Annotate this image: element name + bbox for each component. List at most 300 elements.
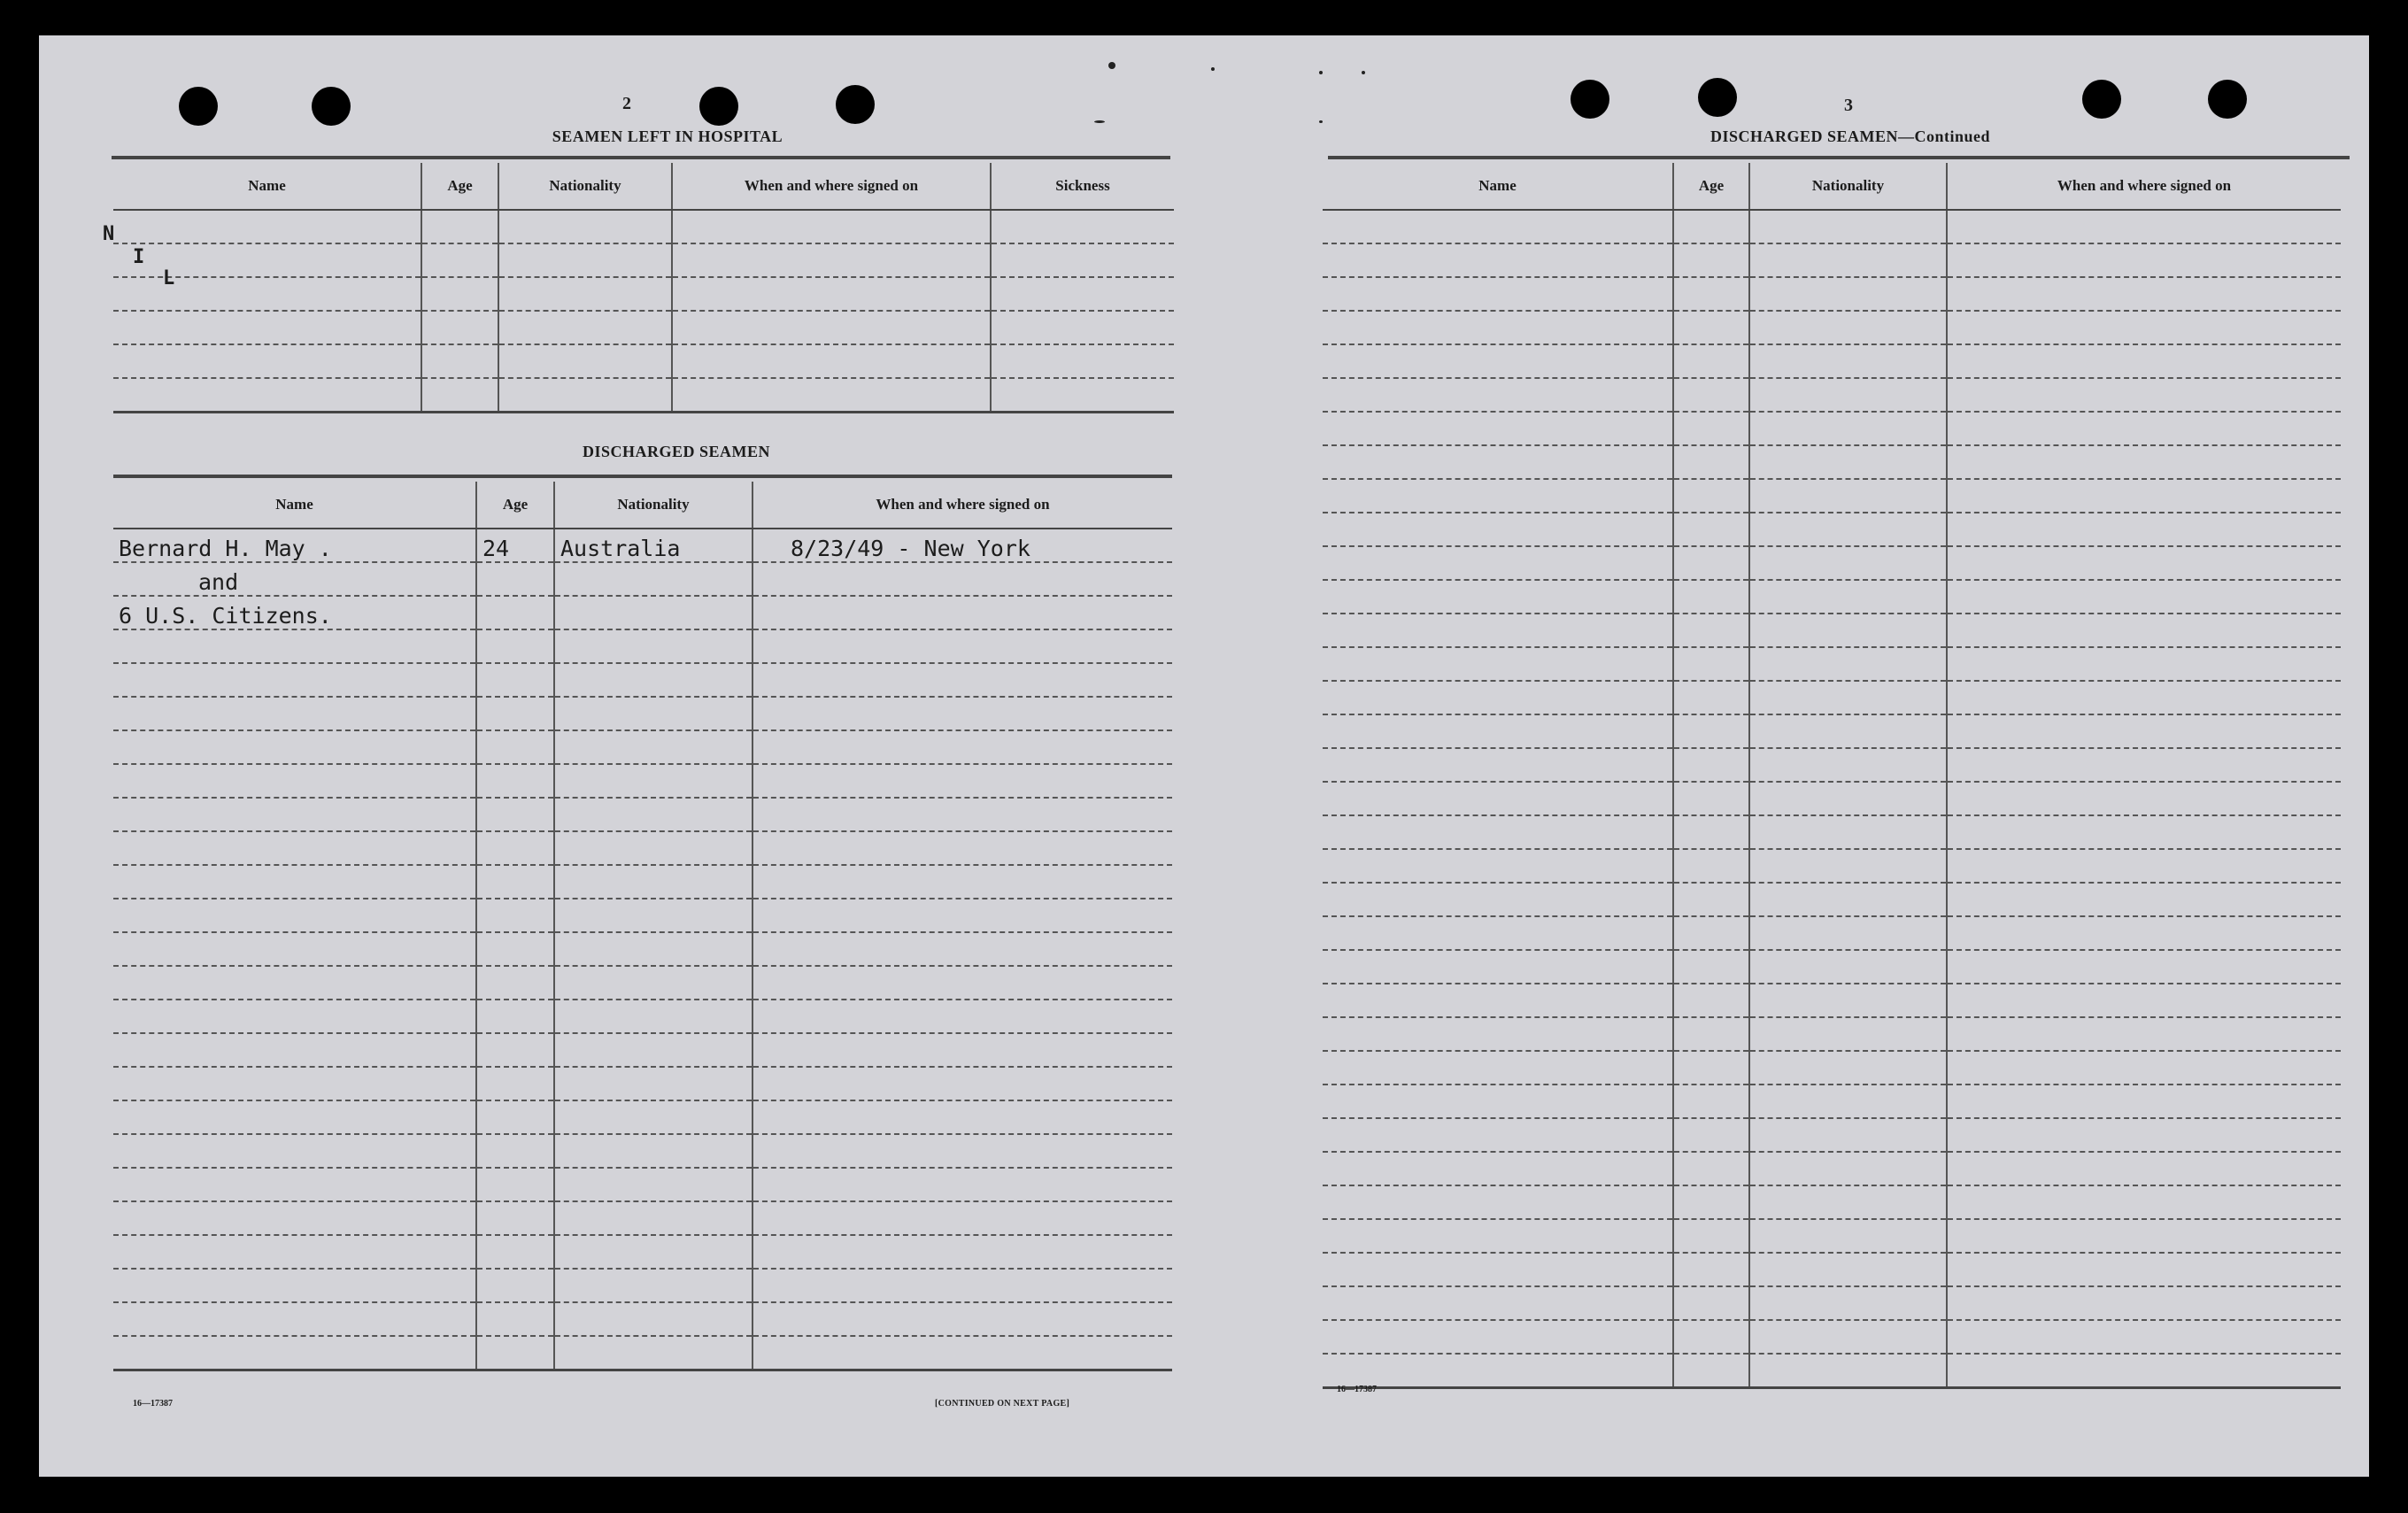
empty-cell bbox=[1947, 1152, 2341, 1185]
empty-cell bbox=[1673, 984, 1749, 1017]
empty-cell bbox=[554, 966, 752, 1000]
empty-cell bbox=[476, 798, 554, 831]
title-suffix: —Continued bbox=[1898, 127, 1991, 145]
empty-cell bbox=[554, 1100, 752, 1134]
empty-cell bbox=[554, 865, 752, 899]
empty-cell bbox=[1947, 1219, 2341, 1253]
empty-cell bbox=[1749, 277, 1947, 311]
empty-cell bbox=[1749, 815, 1947, 849]
empty-cell bbox=[1673, 782, 1749, 815]
empty-cell bbox=[1323, 748, 1673, 782]
empty-cell bbox=[1947, 580, 2341, 614]
empty-cell bbox=[113, 966, 476, 1000]
empty-cell bbox=[1673, 412, 1749, 445]
empty-cell bbox=[476, 1168, 554, 1201]
table-row bbox=[1323, 445, 2341, 479]
punch-hole bbox=[1571, 80, 1609, 119]
empty-cell bbox=[752, 697, 1172, 730]
table-row bbox=[113, 1100, 1172, 1134]
empty-cell bbox=[1749, 1219, 1947, 1253]
column-header-name: Name bbox=[1323, 163, 1673, 210]
empty-cell bbox=[476, 764, 554, 798]
table-row bbox=[113, 932, 1172, 966]
empty-cell bbox=[1323, 513, 1673, 546]
discharged-continued-table bbox=[1323, 163, 2341, 1389]
empty-cell bbox=[1749, 378, 1947, 412]
hospital-section-title: SEAMEN LEFT IN HOSPITAL bbox=[552, 127, 783, 145]
empty-cell bbox=[476, 697, 554, 730]
continued-note: [CONTINUED ON NEXT PAGE] bbox=[935, 1399, 1070, 1409]
table-row bbox=[113, 966, 1172, 1000]
empty-cell bbox=[113, 1134, 476, 1168]
punch-hole bbox=[2208, 80, 2247, 119]
empty-cell bbox=[1947, 344, 2341, 378]
empty-cell bbox=[1947, 378, 2341, 412]
cell-age bbox=[476, 596, 554, 629]
empty-cell bbox=[752, 865, 1172, 899]
empty-cell bbox=[752, 663, 1172, 697]
empty-cell bbox=[1323, 1354, 1673, 1388]
empty-cell bbox=[1323, 1253, 1673, 1286]
empty-cell bbox=[1673, 1219, 1749, 1253]
empty-cell bbox=[1947, 950, 2341, 984]
empty-cell bbox=[1323, 311, 1673, 344]
column-header-age: Age bbox=[1673, 163, 1749, 210]
empty-cell bbox=[113, 1201, 476, 1235]
empty-cell bbox=[752, 831, 1172, 865]
form-code: 16—17387 bbox=[133, 1399, 173, 1409]
table-row bbox=[113, 663, 1172, 697]
speck bbox=[1108, 62, 1115, 69]
empty-cell bbox=[752, 966, 1172, 1000]
rule bbox=[112, 156, 1170, 159]
empty-cell bbox=[1947, 311, 2341, 344]
punch-hole bbox=[836, 85, 875, 124]
table-row bbox=[1323, 984, 2341, 1017]
empty-cell bbox=[476, 1033, 554, 1067]
column-header-signed-on: When and where signed on bbox=[752, 482, 1172, 529]
empty-cell bbox=[1947, 647, 2341, 681]
empty-cell bbox=[1673, 580, 1749, 614]
empty-cell bbox=[476, 1336, 554, 1370]
table-row bbox=[1323, 1152, 2341, 1185]
empty-cell bbox=[554, 1000, 752, 1033]
empty-cell bbox=[1673, 344, 1749, 378]
table-row bbox=[113, 1067, 1172, 1100]
cell-name: and bbox=[113, 562, 476, 596]
cell-signed-on bbox=[752, 562, 1172, 596]
empty-cell bbox=[1673, 714, 1749, 748]
empty-cell bbox=[1947, 1051, 2341, 1085]
empty-cell bbox=[1323, 714, 1673, 748]
empty-cell bbox=[1323, 412, 1673, 445]
empty-cell bbox=[113, 730, 476, 764]
empty-cell bbox=[1947, 614, 2341, 647]
nil-letter-l: L bbox=[163, 267, 175, 289]
column-header-sickness: Sickness bbox=[991, 163, 1174, 210]
empty-cell bbox=[476, 1100, 554, 1134]
empty-cell bbox=[752, 629, 1172, 663]
empty-cell bbox=[1749, 1253, 1947, 1286]
table-row bbox=[113, 697, 1172, 730]
empty-cell bbox=[1323, 614, 1673, 647]
empty-cell bbox=[1323, 1017, 1673, 1051]
table-row bbox=[1323, 1051, 2341, 1085]
empty-cell bbox=[1673, 883, 1749, 916]
empty-cell bbox=[1323, 445, 1673, 479]
empty-cell bbox=[752, 1033, 1172, 1067]
empty-cell bbox=[1749, 412, 1947, 445]
empty-cell bbox=[752, 899, 1172, 932]
empty-cell bbox=[752, 1201, 1172, 1235]
discharged-table bbox=[113, 482, 1172, 1371]
punch-hole bbox=[179, 87, 218, 126]
empty-cell bbox=[1947, 546, 2341, 580]
empty-cell bbox=[752, 798, 1172, 831]
table-row bbox=[113, 1336, 1172, 1370]
empty-cell bbox=[1749, 445, 1947, 479]
speck bbox=[1319, 120, 1323, 123]
table-row bbox=[1323, 344, 2341, 378]
table-row bbox=[1323, 1185, 2341, 1219]
table-row bbox=[1323, 815, 2341, 849]
table-row bbox=[1323, 1320, 2341, 1354]
column-header-nationality: Nationality bbox=[554, 482, 752, 529]
empty-cell bbox=[1749, 243, 1947, 277]
empty-cell bbox=[554, 831, 752, 865]
empty-cell bbox=[1749, 1118, 1947, 1152]
empty-cell bbox=[1947, 210, 2341, 243]
empty-cell bbox=[554, 1168, 752, 1201]
empty-cell bbox=[113, 1100, 476, 1134]
empty-cell bbox=[1673, 614, 1749, 647]
empty-cell bbox=[113, 663, 476, 697]
empty-cell bbox=[1749, 1354, 1947, 1388]
empty-cell bbox=[554, 730, 752, 764]
cell-nationality: Australia bbox=[554, 529, 752, 562]
empty-cell bbox=[1947, 1017, 2341, 1051]
title-main: DISCHARGED SEAMEN bbox=[1710, 127, 1898, 145]
empty-cell bbox=[1323, 849, 1673, 883]
empty-cell bbox=[476, 1235, 554, 1269]
table-row bbox=[113, 311, 1174, 344]
cell-age bbox=[476, 562, 554, 596]
empty-cell bbox=[1323, 344, 1673, 378]
column-header-nationality: Nationality bbox=[1749, 163, 1947, 210]
empty-cell bbox=[113, 1067, 476, 1100]
right-page bbox=[1204, 35, 2369, 1477]
empty-cell bbox=[476, 730, 554, 764]
empty-cell bbox=[1749, 1051, 1947, 1085]
empty-cell bbox=[1323, 1320, 1673, 1354]
empty-cell bbox=[554, 899, 752, 932]
empty-cell bbox=[752, 730, 1172, 764]
table-row bbox=[1323, 243, 2341, 277]
empty-cell bbox=[1749, 1286, 1947, 1320]
table-row bbox=[1323, 883, 2341, 916]
empty-cell bbox=[554, 764, 752, 798]
empty-cell bbox=[1947, 243, 2341, 277]
cell-nationality bbox=[554, 562, 752, 596]
cell-name: Bernard H. May . bbox=[113, 529, 476, 562]
discharged-section-title: DISCHARGED SEAMEN bbox=[582, 443, 771, 460]
empty-cell bbox=[1323, 243, 1673, 277]
empty-cell bbox=[1749, 1017, 1947, 1051]
table-row bbox=[1323, 614, 2341, 647]
empty-cell bbox=[1673, 849, 1749, 883]
empty-cell bbox=[1673, 445, 1749, 479]
table-row bbox=[1323, 311, 2341, 344]
empty-cell bbox=[554, 1235, 752, 1269]
empty-cell bbox=[113, 865, 476, 899]
table-row bbox=[1323, 782, 2341, 815]
table-row bbox=[113, 344, 1174, 378]
empty-cell bbox=[1323, 916, 1673, 950]
table-row bbox=[1323, 1118, 2341, 1152]
empty-cell bbox=[476, 1201, 554, 1235]
empty-cell bbox=[1947, 1118, 2341, 1152]
empty-cell bbox=[554, 798, 752, 831]
table-row bbox=[1323, 513, 2341, 546]
table-row bbox=[113, 243, 1174, 277]
empty-cell bbox=[476, 663, 554, 697]
table-row bbox=[113, 831, 1172, 865]
empty-cell bbox=[1323, 1118, 1673, 1152]
empty-cell bbox=[1749, 849, 1947, 883]
empty-cell bbox=[476, 1134, 554, 1168]
empty-cell bbox=[1323, 479, 1673, 513]
empty-cell bbox=[752, 764, 1172, 798]
table-row bbox=[113, 1269, 1172, 1302]
speck bbox=[1319, 71, 1323, 74]
table-row bbox=[1323, 210, 2341, 243]
empty-cell bbox=[752, 1067, 1172, 1100]
empty-cell bbox=[1947, 782, 2341, 815]
table-header-row bbox=[113, 482, 1172, 529]
table-row bbox=[1323, 580, 2341, 614]
empty-cell bbox=[1673, 378, 1749, 412]
empty-cell bbox=[476, 831, 554, 865]
nil-letter-n: N bbox=[103, 223, 115, 245]
empty-cell bbox=[1947, 748, 2341, 782]
cell-signed-on: 8/23/49 - New York bbox=[752, 529, 1172, 562]
table-row bbox=[113, 1235, 1172, 1269]
empty-cell bbox=[1673, 1354, 1749, 1388]
table-row bbox=[113, 1000, 1172, 1033]
table-row bbox=[113, 899, 1172, 932]
table-row bbox=[1323, 748, 2341, 782]
empty-cell bbox=[113, 1336, 476, 1370]
table-row bbox=[1323, 1253, 2341, 1286]
empty-cell bbox=[1749, 311, 1947, 344]
table-row bbox=[113, 378, 1174, 413]
nil-letter-i: I bbox=[133, 246, 145, 268]
table-row bbox=[113, 1302, 1172, 1336]
empty-cell bbox=[476, 932, 554, 966]
empty-cell bbox=[1323, 580, 1673, 614]
table-row bbox=[113, 1134, 1172, 1168]
empty-cell bbox=[1947, 1253, 2341, 1286]
empty-cell bbox=[1673, 681, 1749, 714]
empty-cell bbox=[1323, 378, 1673, 412]
empty-cell bbox=[113, 1033, 476, 1067]
empty-cell bbox=[1673, 1286, 1749, 1320]
rule bbox=[1328, 156, 2350, 159]
form-code: 16—17387 bbox=[1337, 1385, 1377, 1394]
empty-cell bbox=[554, 1067, 752, 1100]
empty-cell bbox=[113, 899, 476, 932]
empty-cell bbox=[1673, 1051, 1749, 1085]
empty-cell bbox=[1947, 815, 2341, 849]
empty-cell bbox=[1323, 210, 1673, 243]
table-row bbox=[113, 629, 1172, 663]
empty-cell bbox=[1673, 815, 1749, 849]
empty-cell bbox=[1947, 1185, 2341, 1219]
rule bbox=[113, 475, 1172, 478]
table-row bbox=[1323, 916, 2341, 950]
empty-cell bbox=[1673, 513, 1749, 546]
punch-hole bbox=[1698, 78, 1737, 117]
empty-cell bbox=[113, 932, 476, 966]
empty-cell bbox=[113, 1000, 476, 1033]
empty-cell bbox=[752, 932, 1172, 966]
empty-cell bbox=[554, 1336, 752, 1370]
empty-cell bbox=[113, 798, 476, 831]
empty-cell bbox=[476, 899, 554, 932]
discharged-continued-title bbox=[1602, 127, 2098, 146]
empty-cell bbox=[1749, 1185, 1947, 1219]
empty-cell bbox=[113, 697, 476, 730]
empty-cell bbox=[1673, 243, 1749, 277]
table-row bbox=[1323, 479, 2341, 513]
table-row bbox=[113, 1033, 1172, 1067]
empty-cell bbox=[1749, 748, 1947, 782]
empty-cell bbox=[113, 1235, 476, 1269]
table-row bbox=[1323, 849, 2341, 883]
empty-cell bbox=[1947, 714, 2341, 748]
empty-cell bbox=[476, 1269, 554, 1302]
empty-cell bbox=[1673, 950, 1749, 984]
empty-cell bbox=[1323, 984, 1673, 1017]
empty-cell bbox=[1749, 1320, 1947, 1354]
empty-cell bbox=[554, 697, 752, 730]
empty-cell bbox=[113, 764, 476, 798]
empty-cell bbox=[476, 1302, 554, 1336]
empty-cell bbox=[1947, 513, 2341, 546]
empty-cell bbox=[1749, 513, 1947, 546]
table-row bbox=[113, 730, 1172, 764]
left-page bbox=[39, 35, 1204, 1477]
empty-cell bbox=[1323, 1051, 1673, 1085]
empty-cell bbox=[554, 932, 752, 966]
column-header-age: Age bbox=[421, 163, 498, 210]
column-header-signed-on: When and where signed on bbox=[672, 163, 991, 210]
speck bbox=[1362, 71, 1365, 74]
empty-cell bbox=[554, 1033, 752, 1067]
empty-cell bbox=[1947, 916, 2341, 950]
empty-cell bbox=[554, 663, 752, 697]
empty-cell bbox=[113, 1302, 476, 1336]
punch-hole bbox=[312, 87, 351, 126]
empty-cell bbox=[1673, 1185, 1749, 1219]
empty-cell bbox=[1323, 546, 1673, 580]
empty-cell bbox=[1323, 1219, 1673, 1253]
empty-cell bbox=[1673, 1152, 1749, 1185]
table-row bbox=[1323, 1286, 2341, 1320]
empty-cell bbox=[1947, 849, 2341, 883]
table-header-row bbox=[1323, 163, 2341, 210]
empty-cell bbox=[476, 966, 554, 1000]
empty-cell bbox=[1749, 916, 1947, 950]
punch-hole bbox=[699, 87, 738, 126]
table-row bbox=[113, 1168, 1172, 1201]
empty-cell bbox=[1673, 479, 1749, 513]
empty-cell bbox=[476, 629, 554, 663]
empty-cell bbox=[1673, 916, 1749, 950]
empty-cell bbox=[1749, 782, 1947, 815]
cell-name: 6 U.S. Citizens. bbox=[113, 596, 476, 629]
empty-cell bbox=[554, 1269, 752, 1302]
empty-cell bbox=[1323, 1152, 1673, 1185]
empty-cell bbox=[1749, 714, 1947, 748]
empty-cell bbox=[1323, 1286, 1673, 1320]
table-row bbox=[1323, 277, 2341, 311]
table-row bbox=[1323, 1017, 2341, 1051]
empty-cell bbox=[1749, 614, 1947, 647]
empty-cell bbox=[113, 629, 476, 663]
empty-cell bbox=[752, 1134, 1172, 1168]
empty-cell bbox=[1323, 1185, 1673, 1219]
table-row bbox=[1323, 1085, 2341, 1118]
empty-cell bbox=[1749, 479, 1947, 513]
empty-cell bbox=[1749, 210, 1947, 243]
document-sheet bbox=[39, 35, 2369, 1477]
empty-cell bbox=[1749, 681, 1947, 714]
page-number: 3 bbox=[1844, 96, 1853, 115]
empty-cell bbox=[1749, 344, 1947, 378]
empty-cell bbox=[1673, 546, 1749, 580]
table-row bbox=[113, 596, 1172, 629]
empty-cell bbox=[1673, 1085, 1749, 1118]
empty-cell bbox=[1749, 950, 1947, 984]
empty-cell bbox=[1323, 782, 1673, 815]
table-row bbox=[113, 798, 1172, 831]
empty-cell bbox=[1323, 950, 1673, 984]
empty-cell bbox=[1749, 546, 1947, 580]
empty-cell bbox=[1947, 1286, 2341, 1320]
table-row bbox=[1323, 412, 2341, 445]
empty-cell bbox=[1749, 984, 1947, 1017]
speck bbox=[1094, 120, 1105, 123]
empty-cell bbox=[1947, 412, 2341, 445]
speck bbox=[1211, 67, 1215, 71]
page-number: 2 bbox=[622, 94, 631, 113]
cell-signed-on bbox=[752, 596, 1172, 629]
empty-cell bbox=[113, 831, 476, 865]
column-header-name: Name bbox=[113, 482, 476, 529]
empty-cell bbox=[752, 1168, 1172, 1201]
empty-cell bbox=[1947, 1354, 2341, 1388]
table-row bbox=[1323, 714, 2341, 748]
table-row bbox=[1323, 1219, 2341, 1253]
empty-cell bbox=[1749, 1085, 1947, 1118]
empty-cell bbox=[1947, 445, 2341, 479]
column-header-signed-on: When and where signed on bbox=[1947, 163, 2341, 210]
empty-cell bbox=[752, 1302, 1172, 1336]
empty-cell bbox=[1323, 815, 1673, 849]
empty-cell bbox=[1673, 1253, 1749, 1286]
empty-cell bbox=[113, 1168, 476, 1201]
